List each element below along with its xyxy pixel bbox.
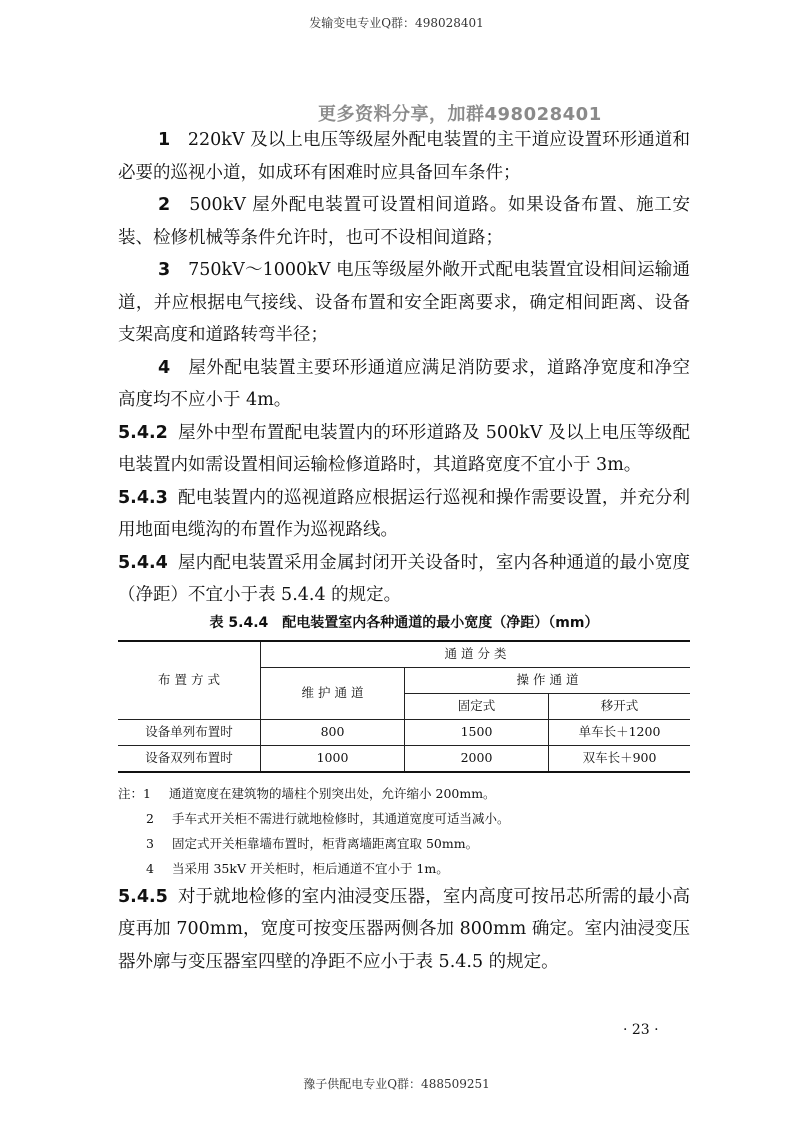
item-4: 4 屋外配电装置主要环形通道应满足消防要求，道路净宽度和净空高度均不应小于 4m。: [118, 357, 691, 410]
table-row: 设备双列布置时 1000 2000 双车长＋900: [118, 745, 690, 772]
header-fixed: 固定式: [405, 693, 549, 719]
item-2: 2 500kV 屋外配电装置可设置相间道路。如果设备布置、施工安装、检修机械等条件允许时，也可不设相间道路；: [118, 195, 690, 248]
header-channel: 通 道 分 类: [261, 641, 691, 668]
table-row: 设备单列布置时 800 1500 单车长＋1200: [118, 719, 690, 745]
clause-5-4-2: 5.4.2 屋外中型布置配电装置内的环形道路及 500kV 及以上电压等级配电装置内如需设置相间运输检修道路时，其道路宽度不宜小于 3m。: [118, 422, 690, 475]
item-1: 1 220kV 及以上电压等级屋外配电装置的主干道应设置环形通道和必要的巡视小道，如成环有困难时应具备回车条件；: [118, 130, 690, 183]
item-3: 3 750kV～1000kV 电压等级屋外敞开式配电装置宜设相间运输通道，并应根据电气接线、设备布置和安全距离要求，确定相间距离、设备支架高度和道路转弯半径；: [118, 260, 691, 345]
header-mobile: 移开式: [549, 693, 691, 719]
main-content: [118, 124, 690, 978]
clause-5-4-5: 5.4.5 对于就地检修的室内油浸变压器，室内高度可按吊芯所需的最小高度再加 700mm，宽度可按变压器两侧各加 800mm 确定。室内油浸变压器外廓与变压器室四壁的净距不应小于表 5.4.5 的规定。: [118, 886, 690, 972]
footer-note: 豫子供配电专业Q群：488509251: [303, 1077, 490, 1091]
note-item: 2 手车式开关柜不需进行就地检修时，其通道宽度可适当减小。: [146, 810, 510, 826]
note-item: 3 固定式开关柜靠墙布置时，柜背离墙距离宜取 50mm。: [146, 835, 479, 851]
note-item: 4 当采用 35kV 开关柜时，柜后通道不宜小于 1m。: [146, 860, 449, 876]
clause-5-4-3: 5.4.3 配电装置内的巡视道路应根据运行巡视和操作需要设置，并充分利用地面电缆沟的布置作为巡视路线。: [118, 487, 690, 540]
clause-5-4-4: 5.4.4 屋内配电装置采用金属封闭开关设备时，室内各种通道的最小宽度（净距）不宜小于表 5.4.4 的规定。: [118, 552, 690, 605]
header-maint: 维 护 通 道: [261, 667, 405, 719]
watermark-text: 更多资料分享，加群498028401: [318, 104, 602, 125]
header-layout: 布 置 方 式: [118, 641, 261, 720]
note-item: 注：1 通道宽度在建筑物的墙柱个别突出处，允许缩小 200mm。: [118, 785, 496, 801]
channel-width-table: [118, 640, 690, 773]
header-note: 发输变电专业Q群：498028401: [309, 16, 484, 30]
table-notes: [118, 781, 690, 881]
table-caption: 表 5.4.4 配电装置室内各种通道的最小宽度（净距）（mm）: [209, 614, 599, 631]
header-oper: 操 作 通 道: [405, 667, 691, 693]
page-number: · 23 ·: [623, 1022, 659, 1038]
